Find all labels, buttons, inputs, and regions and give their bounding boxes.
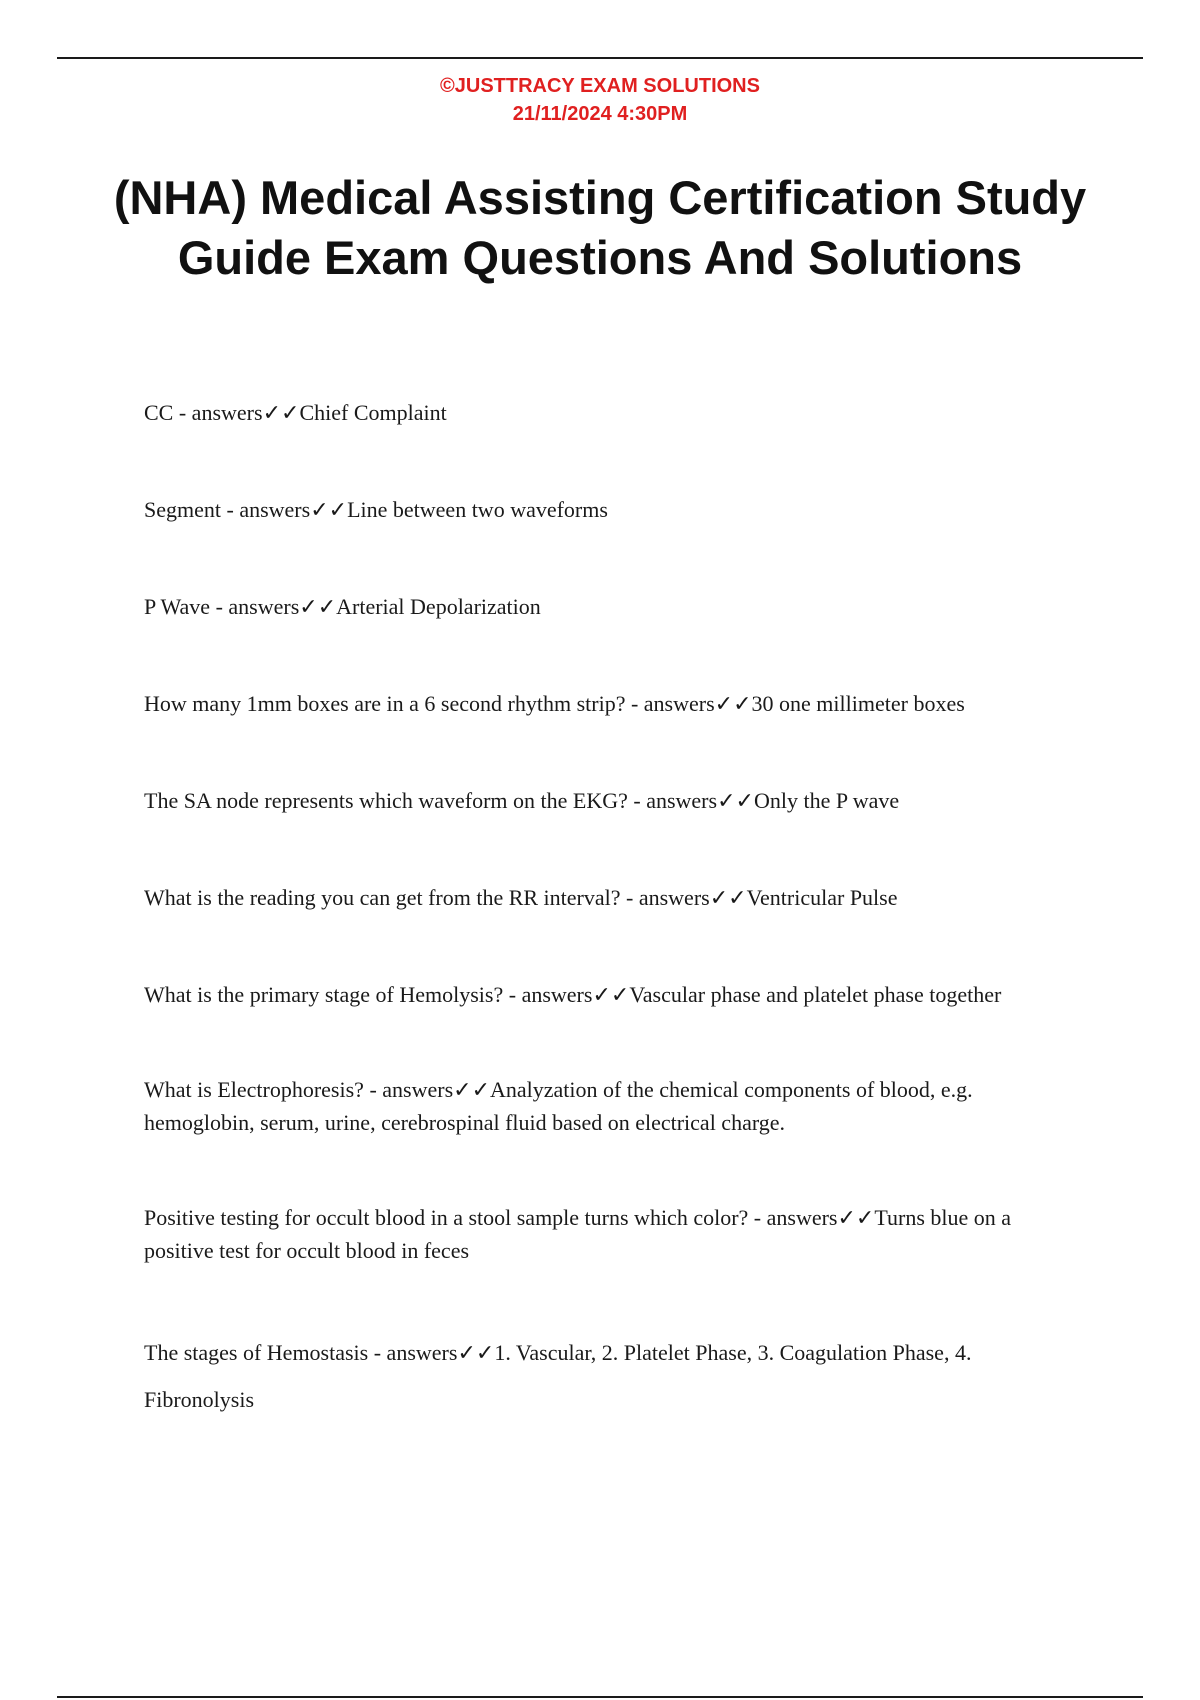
qa-item	[144, 978, 1064, 1011]
check-icon: ✓✓	[717, 788, 754, 813]
question-text: How many 1mm boxes are in a 6 second rhythm strip?	[144, 691, 626, 716]
question-text: What is Electrophoresis?	[144, 1077, 364, 1102]
answer-text: Arterial Depolarization	[336, 594, 541, 619]
answer-separator: - answers	[221, 497, 311, 522]
check-icon: ✓✓	[837, 1205, 875, 1230]
answer-text: Only the P wave	[753, 788, 900, 813]
answer-separator: - answers	[368, 1340, 458, 1365]
qa-item	[144, 784, 1064, 817]
qa-item	[144, 1201, 1064, 1267]
answer-separator: - answers	[503, 982, 593, 1007]
copyright-line: ©JUSTTRACY EXAM SOLUTIONS	[440, 75, 760, 97]
check-icon: ✓✓	[709, 885, 747, 910]
qa-item	[144, 1073, 1064, 1139]
top-rule	[57, 57, 1143, 59]
answer-text: Ventricular Pulse	[746, 885, 898, 910]
qa-list	[144, 396, 1064, 1487]
datetime-line: 21/11/2024 4:30PM	[512, 103, 688, 125]
qa-item	[144, 590, 1064, 623]
answer-separator: - answers	[627, 788, 718, 813]
question-text: Positive testing for occult blood in a stool sample turns which color?	[144, 1205, 749, 1230]
question-text: The stages of Hemostasis	[144, 1340, 369, 1365]
question-text: CC	[144, 400, 174, 425]
answer-separator: - answers	[625, 691, 715, 716]
bottom-rule	[57, 1696, 1143, 1698]
check-icon: ✓✓	[453, 1077, 491, 1102]
question-text: What is the primary stage of Hemolysis?	[144, 982, 504, 1007]
watermark-header	[0, 72, 1200, 128]
answer-text: 1. Vascular, 2. Platelet Phase, 3. Coagulation Phase, 4. Fibronolysis	[144, 1340, 972, 1412]
check-icon: ✓✓	[262, 400, 300, 425]
answer-separator: - answers	[748, 1205, 838, 1230]
answer-separator: - answers	[173, 400, 263, 425]
qa-item	[144, 493, 1064, 526]
answer-text: Vascular phase and platelet phase together	[629, 982, 1002, 1007]
document-title: (NHA) Medical Assisting Certification Study Guide Exam Questions And Solutions	[113, 171, 1087, 284]
check-icon: ✓✓	[310, 497, 348, 522]
check-icon: ✓✓	[299, 594, 337, 619]
answer-text: Chief Complaint	[299, 400, 447, 425]
answer-text: Line between two waveforms	[347, 497, 608, 522]
answer-separator: - answers	[363, 1077, 454, 1102]
question-text: P Wave	[144, 594, 211, 619]
answer-separator: - answers	[620, 885, 710, 910]
question-text: The SA node represents which waveform on the EKG?	[144, 788, 628, 813]
answer-separator: - answers	[210, 594, 300, 619]
qa-item	[144, 396, 1064, 429]
question-text: What is the reading you can get from the RR interval?	[144, 885, 621, 910]
check-icon: ✓✓	[714, 691, 752, 716]
answer-text: Turns blue on a positive test for occult blood in feces	[144, 1205, 1012, 1263]
question-text: Segment	[144, 497, 221, 522]
check-icon: ✓✓	[457, 1340, 495, 1365]
qa-item	[144, 881, 1064, 914]
check-icon: ✓✓	[592, 982, 630, 1007]
answer-text: Analyzation of the chemical components of blood, e.g. hemoglobin, serum, urine, cerebrospinal fluid based on electrical charge.	[144, 1077, 973, 1135]
answer-text: 30 one millimeter boxes	[751, 691, 965, 716]
qa-item	[144, 1329, 1064, 1423]
qa-item	[144, 687, 1064, 720]
